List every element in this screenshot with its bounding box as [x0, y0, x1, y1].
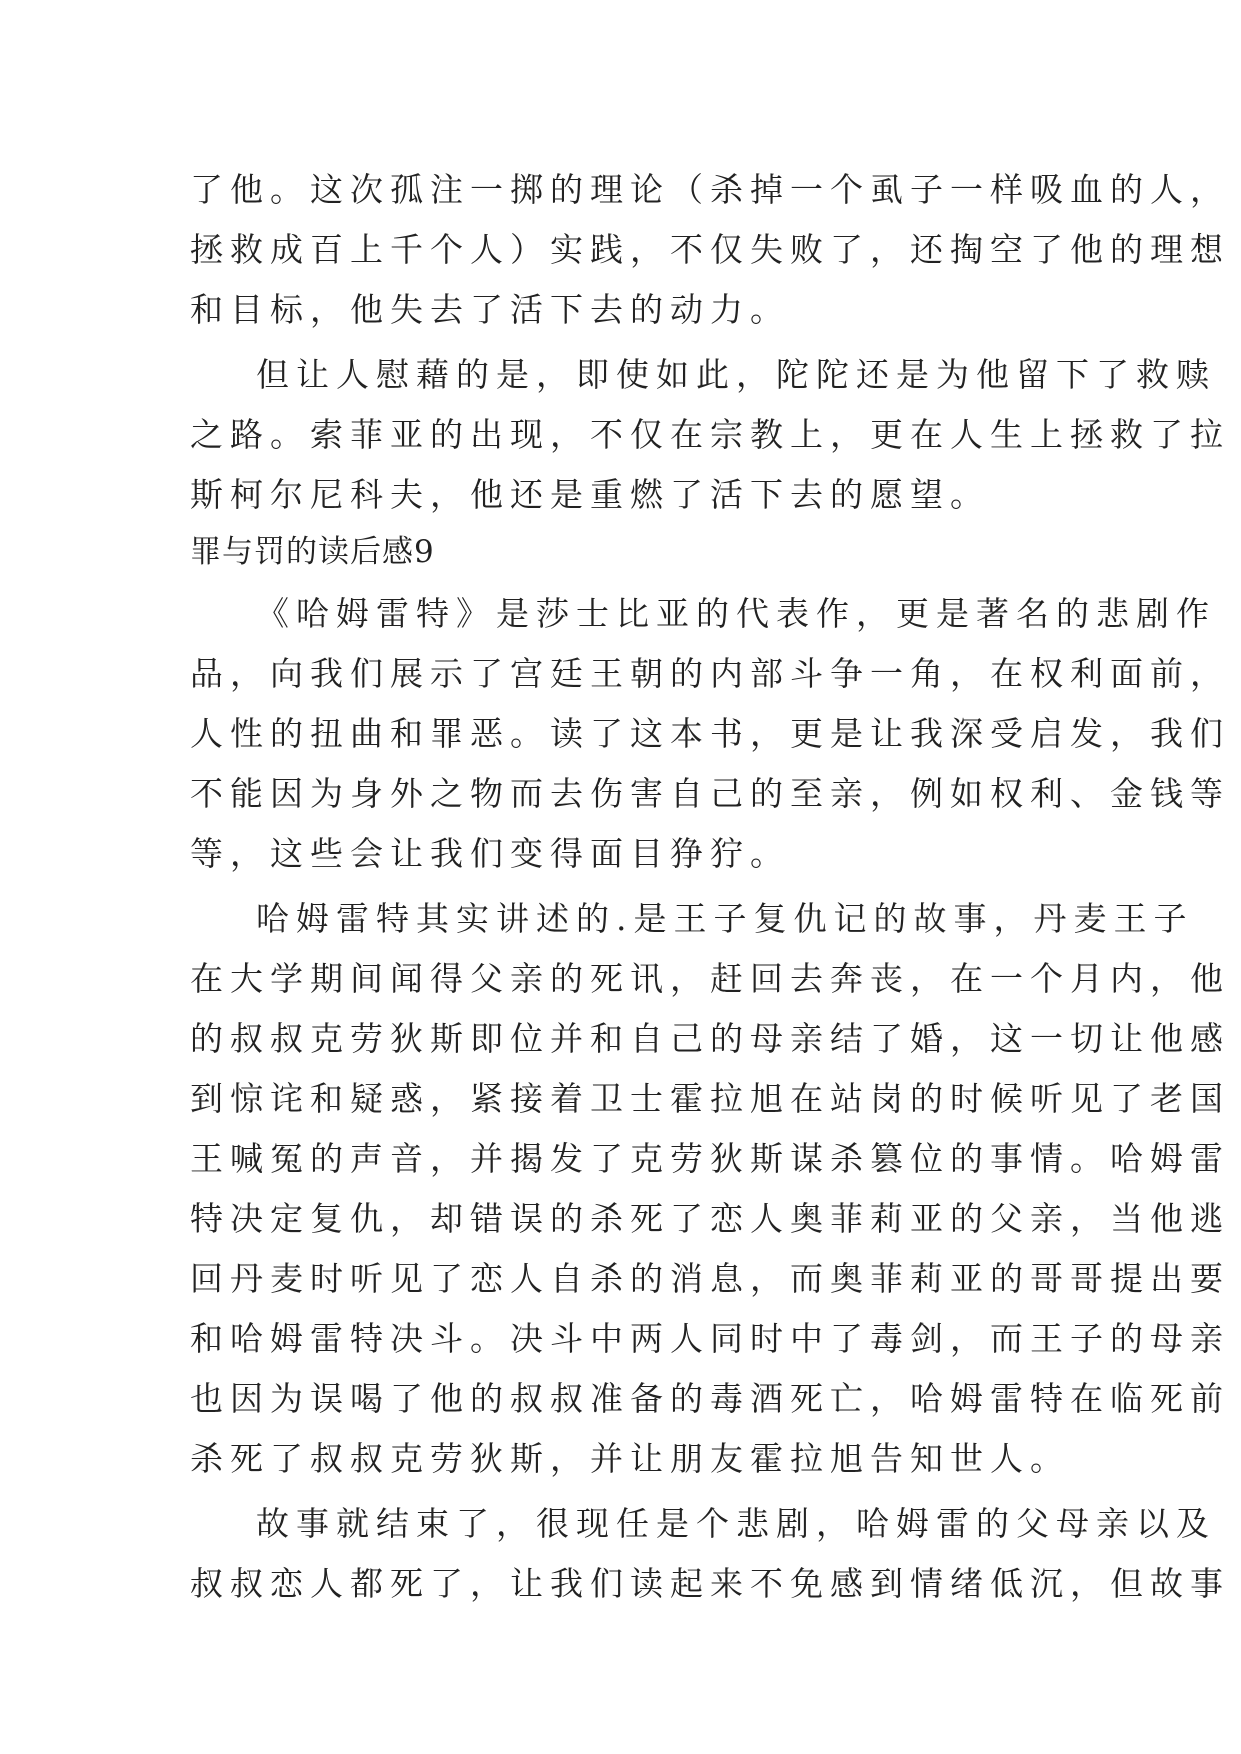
text-line: 王喊冤的声音，并揭发了克劳狄斯谋杀篡位的事情。哈姆雷 — [190, 1139, 1230, 1178]
text-line: 回丹麦时听见了恋人自杀的消息，而奥菲莉亚的哥哥提出要 — [190, 1259, 1230, 1298]
text-line: 到惊诧和疑惑，紧接着卫士霍拉旭在站岗的时候听见了老国 — [190, 1079, 1230, 1118]
text-line: 杀死了叔叔克劳狄斯，并让朋友霍拉旭告知世人。 — [190, 1439, 1070, 1478]
paragraph — [190, 1494, 1230, 1614]
text-line: 的叔叔克劳狄斯即位并和自己的母亲结了婚，这一切让他感 — [190, 1019, 1230, 1058]
text-line: 和目标，他失去了活下去的动力。 — [190, 290, 790, 329]
text-line: 人性的扭曲和罪恶。读了这本书，更是让我深受启发，我们 — [190, 714, 1230, 753]
text-line: 哈姆雷特其实讲述的.是王子复仇记的故事，丹麦王子 — [256, 899, 1194, 938]
paragraph — [190, 889, 1230, 1489]
text-line: 斯柯尔尼科夫，他还是重燃了活下去的愿望。 — [190, 475, 990, 514]
text-line: 了他。这次孤注一掷的理论（杀掉一个虱子一样吸血的人， — [190, 170, 1230, 209]
paragraph — [190, 584, 1230, 884]
text-line: 品，向我们展示了宫廷王朝的内部斗争一角，在权利面前， — [190, 654, 1230, 693]
text-line: 特决定复仇，却错误的杀死了恋人奥菲莉亚的父亲，当他逃 — [190, 1199, 1230, 1238]
text-line: 故事就结束了，很现任是个悲剧，哈姆雷的父母亲以及 — [256, 1504, 1216, 1543]
text-line: 和哈姆雷特决斗。决斗中两人同时中了毒剑，而王子的母亲 — [190, 1319, 1230, 1358]
paragraph — [190, 160, 1230, 340]
text-line: 拯救成百上千个人）实践，不仅失败了，还掏空了他的理想 — [190, 230, 1230, 269]
text-line: 之路。索菲亚的出现，不仅在宗教上，更在人生上拯救了拉 — [190, 415, 1230, 454]
section-heading: 罪与罚的读后感9 — [190, 534, 435, 570]
text-line: 但让人慰藉的是，即使如此，陀陀还是为他留下了救赎 — [256, 355, 1216, 394]
text-line: 等，这些会让我们变得面目狰狞。 — [190, 834, 790, 873]
text-line: 《哈姆雷特》是莎士比亚的代表作，更是著名的悲剧作 — [256, 594, 1216, 633]
document-body — [190, 160, 1230, 1614]
text-line: 也因为误喝了他的叔叔准备的毒酒死亡，哈姆雷特在临死前 — [190, 1379, 1230, 1418]
text-line: 不能因为身外之物而去伤害自己的至亲，例如权利、金钱等 — [190, 774, 1230, 813]
text-line: 在大学期间闻得父亲的死讯，赶回去奔丧，在一个月内，他 — [190, 959, 1230, 998]
paragraph — [190, 345, 1230, 525]
text-line: 叔叔恋人都死了，让我们读起来不免感到情绪低沉，但故事 — [190, 1564, 1230, 1603]
